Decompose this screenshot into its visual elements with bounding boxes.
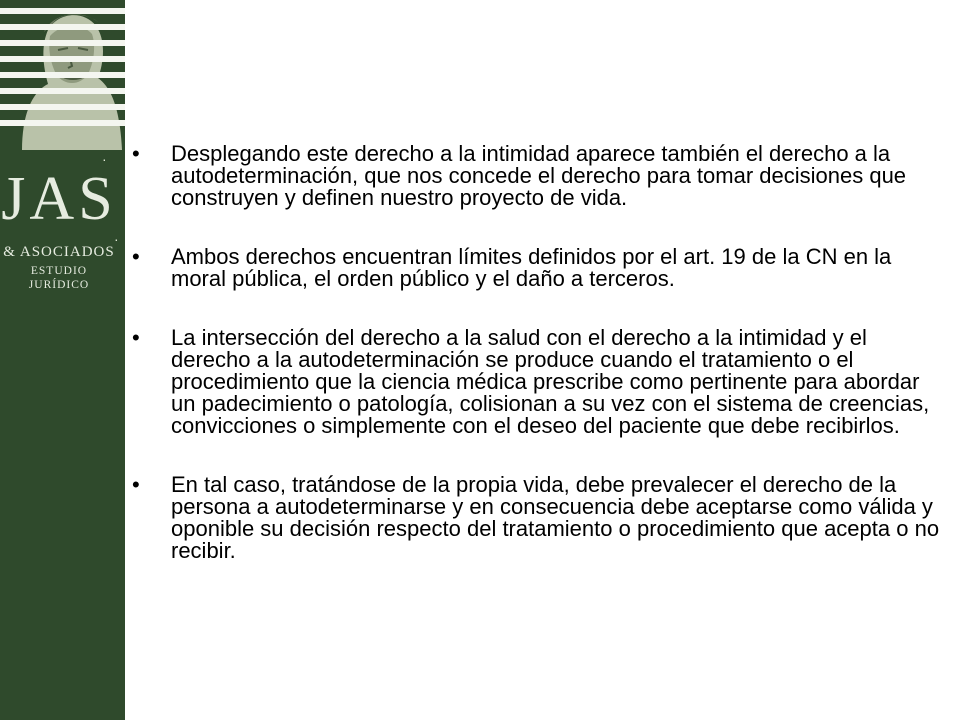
bullet-item [132,474,947,562]
logo-dot: · [114,231,119,247]
logo-tagline: ESTUDIO JURÍDICO [28,265,90,291]
bullet-text: En tal caso, tratándose de la propia vida, debe prevalecer el derecho de la persona a autodeterminarse y en consecuencia debe aceptarse como válida y oponible su decisión respecto del tratamiento o procedimiento que acepta o no recibir. [171,472,940,563]
logo-subtitle: & ASOCIADOS [3,244,115,260]
bullet-item [132,246,947,290]
bullet-text: La intersección del derecho a la salud con el derecho a la intimidad y el derecho a la autodeterminación se produce cuando el tratamiento o el procedimiento que la ciencia médica prescribe como pertinente para abordar un padecimiento o patología, colisionan a su vez con el sistema de creencias, convicciones o simplemente con el deseo del paciente que debe recibirlos. [171,325,930,438]
bullet-item [132,143,947,209]
slide-content [132,143,947,599]
logo-dot: · [102,151,107,167]
bullet-marker: • [132,141,140,166]
portrait-engraving-icon [0,0,125,150]
bullet-marker: • [132,244,140,269]
bullet-marker: • [132,325,140,350]
bullet-text: Desplegando este derecho a la intimidad aparece también el derecho a la autodeterminación, que nos concede el derecho para tomar decisiones que construyen y definen nuestro proyecto de vida. [171,141,907,210]
logo-mark: JAS [1,165,117,233]
bullet-item [132,327,947,437]
bullet-marker: • [132,472,140,497]
logo-sidebar [0,0,125,720]
bullet-text: Ambos derechos encuentran límites definidos por el art. 19 de la CN en la moral pública, el orden público y el daño a terceros. [171,244,892,291]
